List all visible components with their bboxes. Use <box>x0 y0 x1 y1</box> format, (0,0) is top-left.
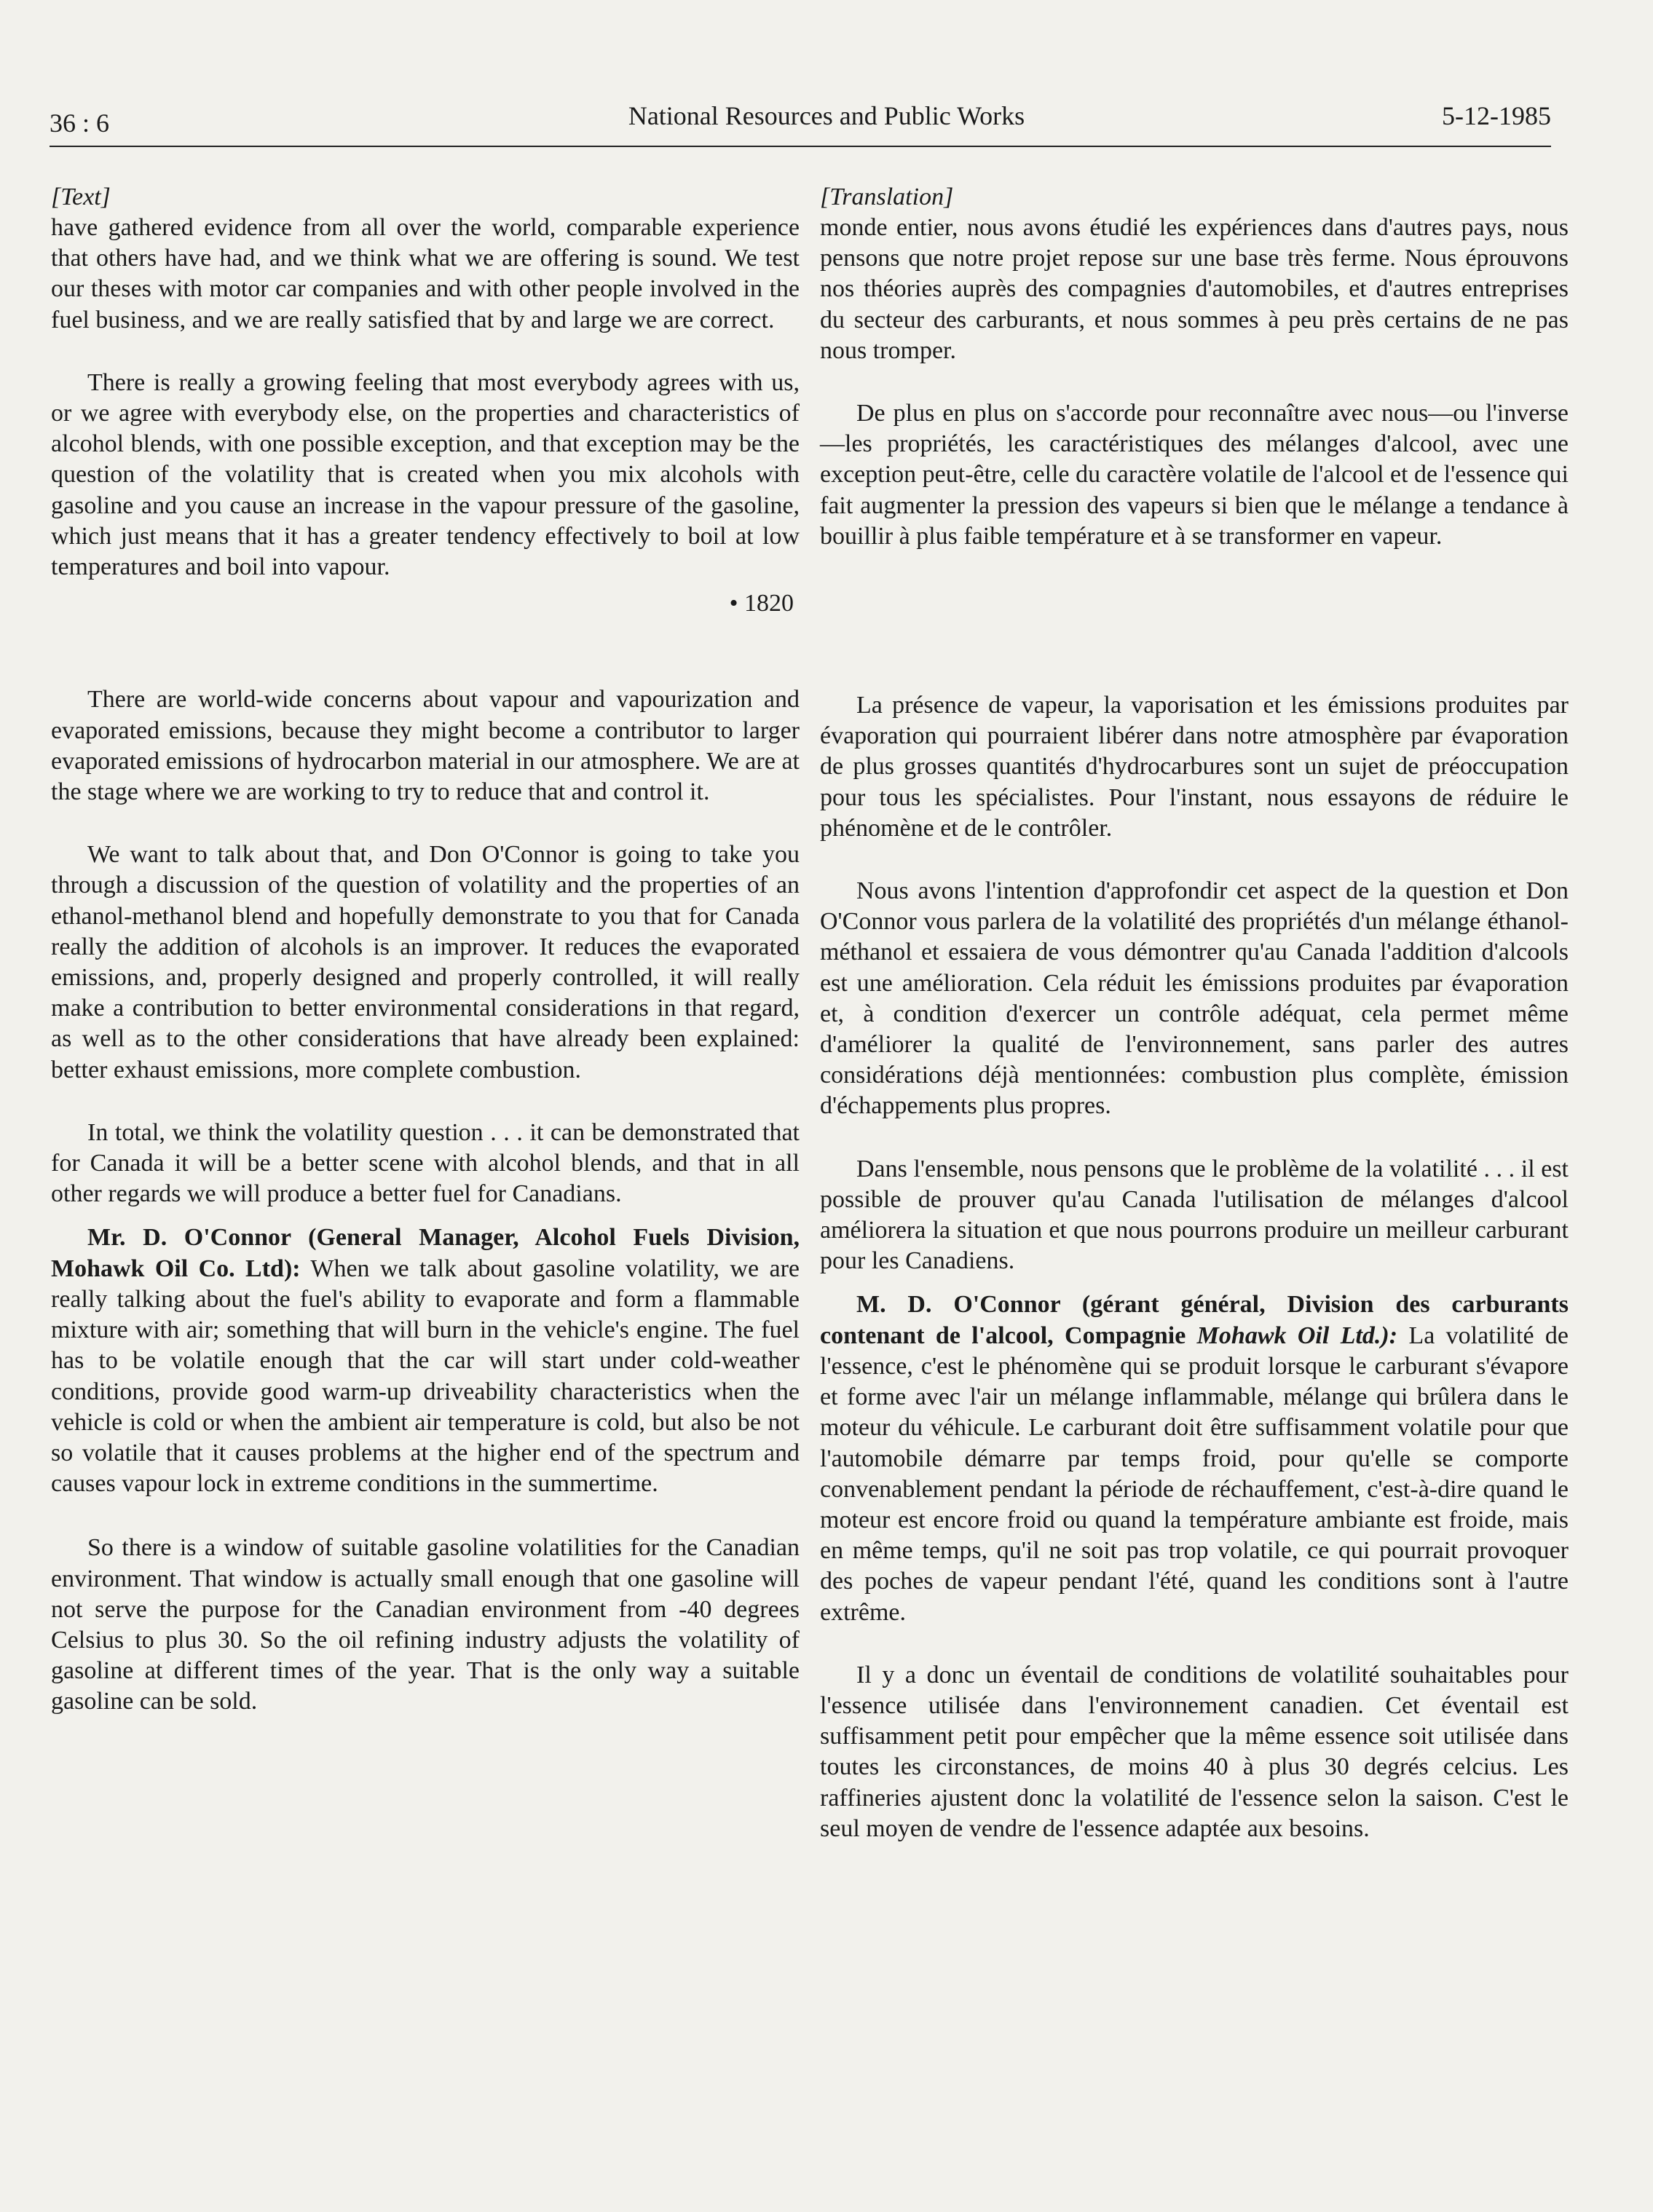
french-column <box>820 182 1569 1844</box>
english-column <box>51 182 800 1718</box>
speaker-paragraph <box>51 1222 800 1499</box>
running-title: National Resources and Public Works <box>628 101 1025 130</box>
paragraph: We want to talk about that, and Don O'Connor is going to take you through a discussion of the question of volatility and the properties of an ethanol-methanol blend and hopefully demonstrate to you that for Canada really the addition of alcohols is an improver. It reduces the evaporated emissions, and, properly designed and properly controlled, it will really make a contribution to better environmental considerations in that regard, as well as to the other considerations that have already been explained: better exhaust emissions, more complete combustion. <box>51 841 800 1083</box>
paragraph: There are world-wide concerns about vapour and vapourization and evaporated emissions, because they might become a contributor to larger evaporated emissions of hydrocarbon material in our atmosphere. We are at the stage where we are working to try to reduce that and control it. <box>51 686 800 806</box>
paragraph: Nous avons l'intention d'approfondir cet aspect de la question et Don O'Connor vous parlera de la volatilité des propriétés d'un mélange éthanol-méthanol et essaiera de vous démontrer qu'au Canada l'addition d'alcools est une amélioration. Cela réduit les émissions produites par évaporation et, à condition d'exercer un contrôle adéquat, cela permet même d'améliorer la qualité de l'environnement, sans parler des autres considérations déjà mentionnées: combustion plus complète, émission d'échappements plus propres. <box>820 877 1569 1120</box>
page-header <box>0 0 1653 153</box>
header-rule <box>50 146 1551 147</box>
column-label-translation: [Translation] <box>820 183 954 210</box>
paragraph: In total, we think the volatility question . . . it can be demonstrated that for Canada it will be a better scene with alcohol blends, and that in all other regards we will produce a better fuel for Canadians. <box>51 1118 800 1208</box>
column-label-text: [Text] <box>51 183 111 210</box>
header-date: 5-12-1985 <box>1442 101 1551 130</box>
speaker-paragraph <box>820 1289 1569 1627</box>
page-number: 36 : 6 <box>50 108 110 138</box>
speaker-name: Mr. D. O'Connor (General Manager, Alcohol Fuels Division, Mohawk Oil Co. Ltd): <box>51 1224 800 1282</box>
time-marker: • 1820 <box>729 590 794 617</box>
paragraph: There is really a growing feeling that most everybody agrees with us, or we agree with everybody else, on the properties and characteristics of alcohol blends, with one possible exception, and that exception may be the question of the volatility that is created when you mix alcohols with gasoline and you cause an increase in the vapour pressure of the gasoline, which just means that it has a greater tendency effectively to boil at low temperatures and boil into vapour. <box>51 368 800 581</box>
speaker-name: M. D. O'Connor (gérant général, Division des carburants contenant de l'alcool, Compagnie <box>820 1291 1569 1349</box>
paragraph: monde entier, nous avons étudié les expériences dans d'autres pays, nous pensons que notre projet repose sur une base très ferme. Nous éprouvons nos théories auprès des compagnies d'automobiles, et d'autres entreprises du secteur des carburants, et nous sommes à peu près certains de ne pas nous tromper. <box>820 214 1569 364</box>
paragraph: De plus en plus on s'accorde pour reconnaître avec nous—ou l'inverse—les propriétés, les caractéristiques des mélanges d'alcool, avec une exception peut-être, celle du caractère volatile de l'alcool et de l'essence qui fait augmenter la pression des vapeurs si bien que le mélange a tendance à bouillir à plus faible température et à se transformer en vapeur. <box>820 400 1569 550</box>
paragraph: Il y a donc un éventail de conditions de volatilité souhaitables pour l'essence utilisée dans l'environnement canadien. Cet éventail est suffisamment petit pour empêcher que la même essence soit utilisée dans toutes les circonstances, de moins 40 à plus 30 degrés celcius. Les raffineries ajustent donc la volatilité de l'essence selon la saison. C'est le seul moyen de vendre de l'essence adaptée aux besoins. <box>820 1661 1569 1842</box>
company-name: Mohawk Oil Ltd.): <box>1196 1322 1398 1349</box>
paragraph: Dans l'ensemble, nous pensons que le problème de la volatilité . . . il est possible de prouver qu'au Canada l'utilisation de mélanges d'alcool améliorera la situation et que nous pourrons produire un meilleur carburant pour les Canadiens. <box>820 1155 1569 1275</box>
paragraph: La présence de vapeur, la vaporisation et les émissions produites par évaporation qui pourraient libérer dans notre atmosphère par évaporation de plus grosses quantités d'hydrocarbures sont un sujet de préoccupation pour tous les spécialistes. Pour l'instant, nous essayons de réduire le phénomène et de le contrôler. <box>820 692 1569 842</box>
speaker-text: La volatilité de l'essence, c'est le phénomène qui se produit lorsque le carburant s'évapore et forme avec l'air un mélange inflammable, mélange qui brûlera dans le moteur du véhicule. Le carburant doit être suffisamment volatile pour que l'automobile démarre par temps froid, pour qu'elle se comporte convenablement pendant la période de réchauffement, c'est-à-dire quand le moteur est encore froid ou quand la température ambiante est froide, mais en même temps, qu'il ne soit pas trop volatile, ce qui pourrait provoquer des poches de vapeur pendant l'été, quand les conditions sont à l'autre extrême. <box>820 1322 1569 1626</box>
paragraph: have gathered evidence from all over the world, comparable experience that others have had, and we think what we are offering is sound. We test our theses with motor car companies and with other people involved in the fuel business, and we are really satisfied that by and large we are correct. <box>51 214 800 333</box>
paragraph: So there is a window of suitable gasoline volatilities for the Canadian environment. That window is actually small enough that one gasoline will not serve the purpose for the Canadian environment from -40 degrees Celsius to plus 30. So the oil refining industry adjusts the volatility of gasoline at different times of the year. That is the only way a suitable gasoline can be sold. <box>51 1534 800 1715</box>
speaker-text: When we talk about gasoline volatility, we are really talking about the fuel's ability to evaporate and form a flammable mixture with air; something that will burn in the vehicle's engine. The fuel has to be volatile enough that the car will start under cold-weather conditions, provide good warm-up driveability characteristics when the vehicle is cold or when the ambient air temperature is cold, but also be not so volatile that it causes problems at the higher end of the spectrum and causes vapour lock in extreme conditions in the summertime. <box>51 1255 800 1498</box>
